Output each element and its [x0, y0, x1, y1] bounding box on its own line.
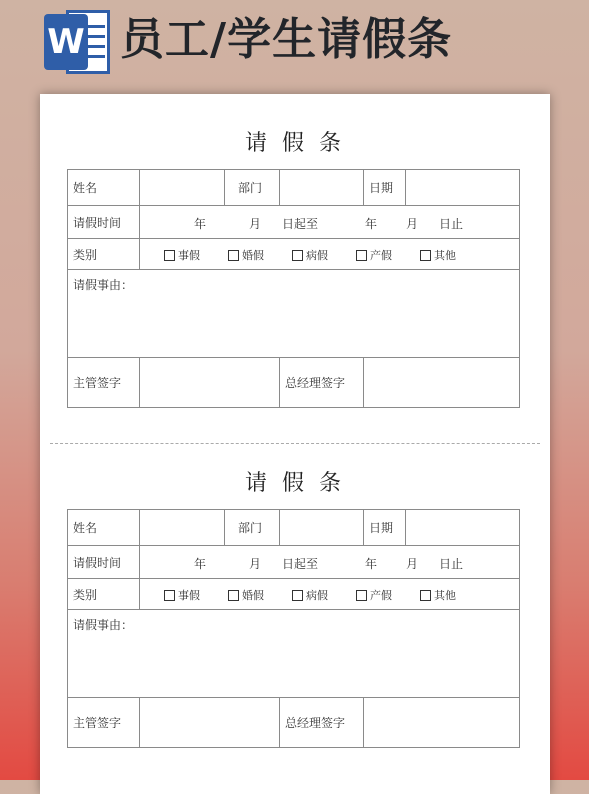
dept-label: 部门 — [238, 521, 263, 535]
category-other-checkbox[interactable]: 其他 — [420, 247, 456, 263]
category-sick-checkbox[interactable]: 病假 — [292, 587, 328, 603]
gm-label: 总经理签字 — [280, 698, 364, 747]
signature-row — [68, 358, 519, 407]
cut-line — [50, 443, 540, 444]
word-logo-letter: W — [47, 22, 85, 62]
category-other-checkbox[interactable]: 其他 — [420, 587, 456, 603]
reason-row[interactable] — [68, 270, 519, 358]
category-label: 类别 — [68, 579, 140, 609]
supervisor-signature-field[interactable] — [140, 358, 280, 407]
category-marriage-checkbox[interactable]: 婚假 — [228, 587, 264, 603]
end-year-label: 年 — [365, 557, 378, 571]
dept-label: 部门 — [238, 181, 263, 195]
supervisor-signature-field[interactable] — [140, 698, 280, 747]
date-label: 日期 — [364, 170, 406, 205]
category-personal-checkbox[interactable]: 事假 — [164, 587, 200, 603]
form-title: 请 假 条 — [245, 471, 345, 496]
name-field[interactable] — [140, 170, 225, 205]
category-marriage-checkbox[interactable]: 婚假 — [228, 247, 264, 263]
gm-signature-field[interactable] — [364, 698, 519, 747]
dept-field[interactable] — [280, 510, 364, 545]
date-label: 日期 — [364, 510, 406, 545]
page-header — [0, 0, 589, 82]
category-maternity-checkbox[interactable]: 产假 — [356, 247, 392, 263]
reason-label: 请假事由： — [73, 278, 134, 292]
word-logo-icon — [44, 10, 110, 76]
category-maternity-checkbox[interactable]: 产假 — [356, 587, 392, 603]
info-row — [68, 170, 519, 206]
start-day-label: 日起至 — [282, 217, 319, 231]
date-field[interactable] — [406, 510, 519, 545]
category-label: 类别 — [68, 239, 140, 269]
reason-row[interactable] — [68, 610, 519, 698]
supervisor-label: 主管签字 — [68, 358, 140, 407]
page-title: 员工/学生请假条 — [120, 14, 453, 65]
start-year-label: 年 — [194, 217, 207, 231]
category-personal-checkbox[interactable]: 事假 — [164, 247, 200, 263]
end-day-label: 日止 — [439, 217, 464, 231]
form-title: 请 假 条 — [245, 131, 345, 156]
date-field[interactable] — [406, 170, 519, 205]
category-sick-checkbox[interactable]: 病假 — [292, 247, 328, 263]
form-table — [67, 509, 520, 748]
start-month-label: 月 — [249, 217, 262, 231]
gm-signature-field[interactable] — [364, 358, 519, 407]
signature-row — [68, 698, 519, 747]
supervisor-label: 主管签字 — [68, 698, 140, 747]
document-page — [40, 94, 550, 794]
dept-field[interactable] — [280, 170, 364, 205]
leave-time-label: 请假时间 — [68, 206, 140, 238]
start-day-label: 日起至 — [282, 557, 319, 571]
end-day-label: 日止 — [439, 557, 464, 571]
gm-label: 总经理签字 — [280, 358, 364, 407]
start-year-label: 年 — [194, 557, 207, 571]
name-field[interactable] — [140, 510, 225, 545]
end-year-label: 年 — [365, 217, 378, 231]
leave-time-label: 请假时间 — [68, 546, 140, 578]
category-row — [68, 239, 519, 270]
start-month-label: 月 — [249, 557, 262, 571]
category-row — [68, 579, 519, 610]
reason-label: 请假事由： — [73, 618, 134, 632]
end-month-label: 月 — [406, 557, 419, 571]
end-month-label: 月 — [406, 217, 419, 231]
form-table — [67, 169, 520, 408]
name-label: 姓名 — [68, 170, 140, 205]
info-row — [68, 510, 519, 546]
leave-time-row — [68, 546, 519, 579]
name-label: 姓名 — [68, 510, 140, 545]
leave-time-row — [68, 206, 519, 239]
